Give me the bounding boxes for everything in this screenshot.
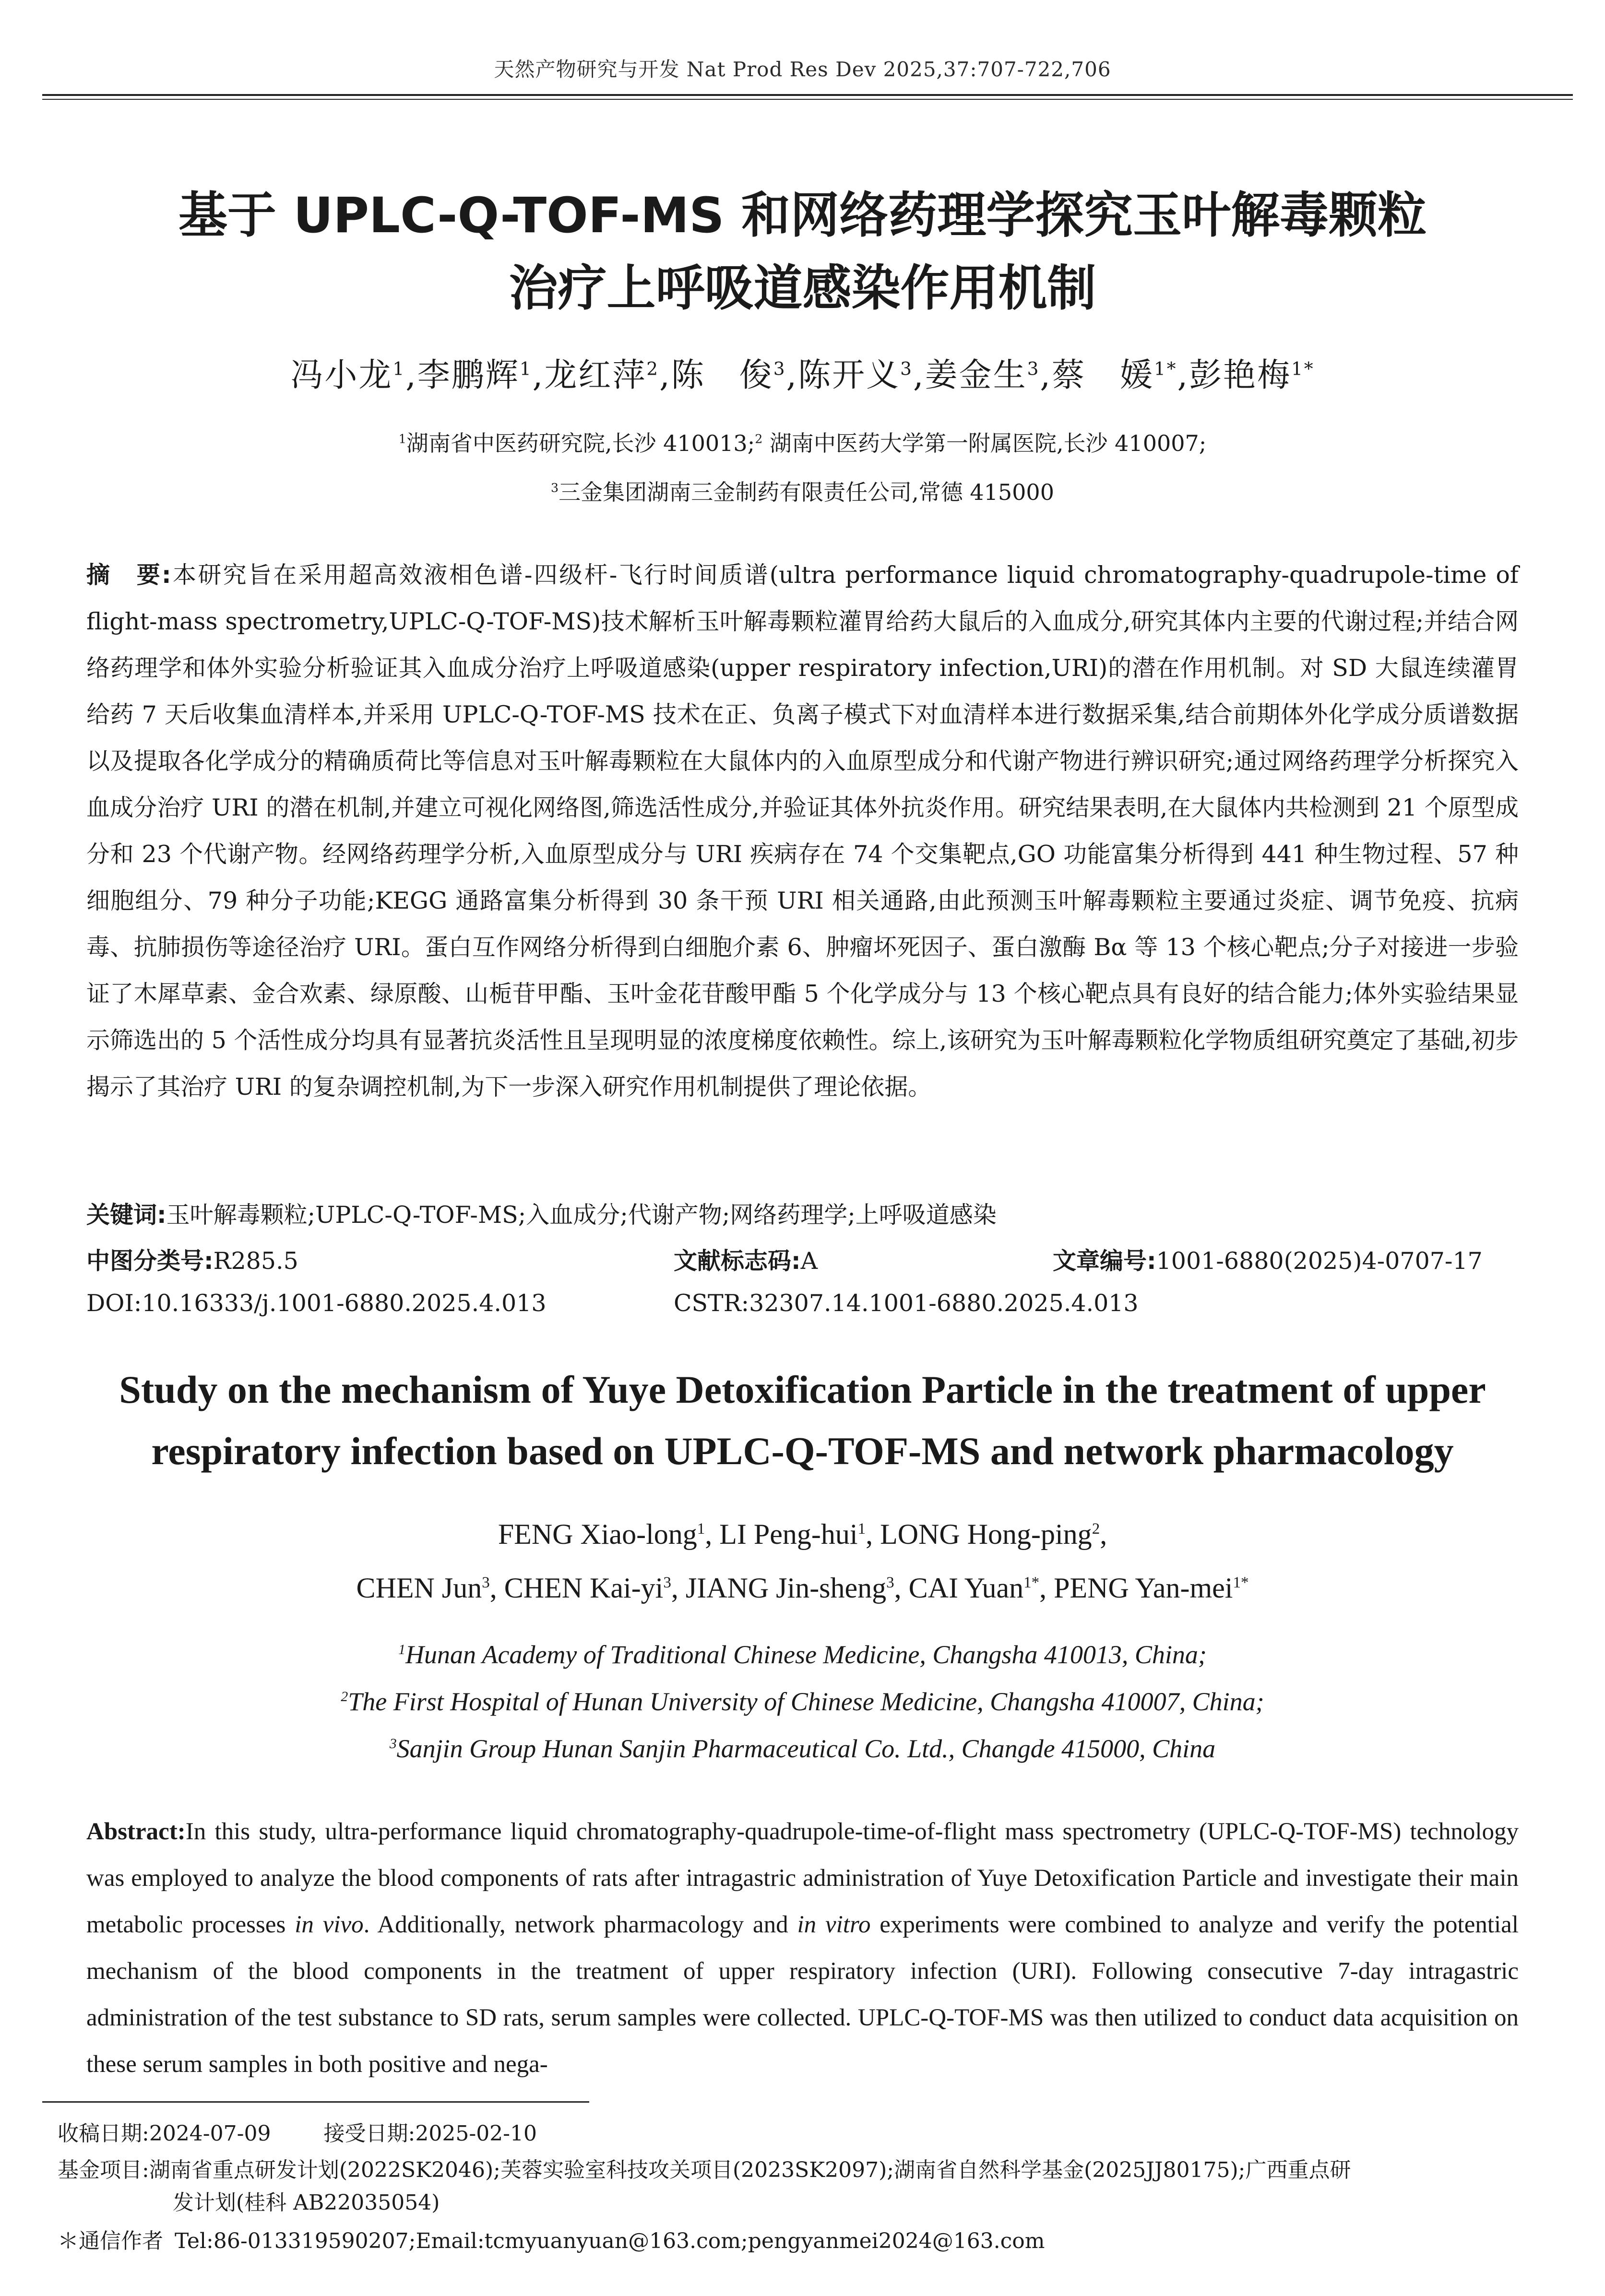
fund-text: 湖南省重点研发计划(2022SK2046);芙蓉实验室科技攻关项目(2023SK2097);湖南省自然科学基金(2025JJ80175);广西重点研 [149,2158,1351,2182]
cn-author-name: 蔡 媛 [1052,356,1154,394]
en-abstract-text: In this study, ultra-performance liquid chromatography-quadrupole-time-of-flight mass spectrometry (UPLC-Q-TOF-MS) technology was employed to analyze the blood components of rats after intragastric administration of Yuye Detoxification Particle and investigate their main metabolic processes [86,1818,1519,1938]
cn-author-name: 彭艳梅 [1189,356,1292,394]
en-author-line1: FENG Xiao-long$^1$, LI Peng-hui$^1$, LONG Hong-ping$^2$, [498,1518,1107,1550]
en-aff-sup: 1 [398,1642,405,1657]
en-author-sup: 3 [886,1574,894,1591]
en-author-sup: 3 [482,1574,490,1591]
en-author-sup: 1* [1023,1574,1040,1591]
cn-abstract-label: 摘 要: [86,561,171,589]
footnote-rule [42,2101,589,2103]
footnote-fund-cont: 发计划(桂科 AB22035054) [173,2190,440,2215]
en-author-name: LONG Hong-ping [880,1518,1092,1550]
en-abstract-text: . Additionally, network pharmacology and [363,1911,797,1938]
cn-affiliation-line1 [0,426,1605,458]
cn-author-sup: 1* [1154,358,1177,379]
cn-keywords-text: 玉叶解毒颗粒;UPLC-Q-TOF-MS;入血成分;代谢产物;网络药理学;上呼吸道感染 [166,1201,997,1229]
en-author-name: CHEN Jun [356,1572,482,1604]
cn-clc [86,1243,298,1276]
cn-aff-sup: 3 [551,481,559,495]
cn-articleno-value: 1001-6880(2025)4-0707-17 [1156,1247,1483,1275]
fund-label: 基金项目: [58,2158,149,2182]
cn-author-sup: 1 [519,358,533,379]
en-author-line2 [0,1572,1605,1605]
cn-author-sup: 3 [900,358,913,379]
en-author-name: JIANG Jin-sheng [685,1572,887,1604]
en-abstract-italic: in vivo [295,1911,364,1938]
cn-author-name: 陈开义 [798,356,901,394]
cn-author-name: 李鹏辉 [417,356,520,394]
cn-aff-sup: 2 [755,432,763,446]
cn-author-separator: , [532,356,545,394]
en-aff-sup: 2 [341,1689,348,1704]
en-author-sup: 1* [1233,1574,1249,1591]
cn-cstr: CSTR:32307.14.1001-6880.2025.4.013 [674,1290,1139,1317]
en-author-separator: , [489,1572,504,1604]
en-abstract [86,1809,1519,2088]
cn-author-sup: 1 [392,358,406,379]
cn-aff-sup: 1 [398,432,406,446]
en-title-line1: Study on the mechanism of Yuye Detoxification Particle in the treatment of upper [119,1368,1486,1411]
cn-author-list [0,349,1605,396]
en-author-name: CAI Yuan [908,1572,1024,1604]
footnote-corresponding [58,2226,1045,2257]
cn-aff-text: 三金集团湖南三金制药有限责任公司,常德 415000 [559,479,1054,505]
en-author-name: FENG Xiao-long [498,1518,697,1550]
cn-author-separator: , [659,356,671,394]
en-affiliation-2 [0,1687,1605,1716]
cn-author-sup: 3 [773,358,786,379]
cn-article-no [1053,1243,1483,1276]
en-abstract-italic: in vitro [797,1911,871,1938]
cn-author-sup: 2 [646,358,660,379]
header-rule-thin [42,99,1573,100]
cn-keywords-label: 关键词: [86,1201,166,1229]
cn-author-name: 陈 俊 [671,356,773,394]
en-author-name: PENG Yan-mei [1054,1572,1233,1604]
en-author-sup: 1 [857,1520,866,1538]
accepted-label: 接受日期: [323,2121,416,2146]
cn-clc-label: 中图分类号: [86,1247,214,1275]
cn-abstract-text: 本研究旨在采用超高效液相色谱-四级杆-飞行时间质谱(ultra performance liquid chromatography-quadrupole-time of flight-mass spectrometry,UPLC-Q-TOF-MS)技术解析玉叶解毒颗粒灌胃给药大鼠后的入血成分,研究其体内主要的代谢过程;并结合网络药理学和体外实验分析验证其入血成分治疗上呼吸道感染(upper respiratory infection,URI)的潜在作用机制。对 SD 大鼠连续灌胃给药 7 天后收集血清样本,并采用 UPLC-Q-TOF-MS 技术在正、负离子模式下对血清样本进行数据采集,结合前期体外化学成分质谱数据以及提取各化学成分的精确质荷比等信息对玉叶解毒颗粒在大鼠体内的入血原型成分和代谢产物进行辨识研究;通过网络药理学分析探究入血成分治疗 URI 的潜在机制,并建立可视化网络图,筛选活性成分,并验证其体外抗炎作用。研究结果表明,在大鼠体内共检测到 21 个原型成分和 23 个代谢产物。经网络药理学分析,入血原型成分与 URI 疾病存在 74 个交集靶点,GO 功能富集分析得到 441 种生物过程、57 种细胞组分、79 种分子功能;KEGG 通路富集分析得到 30 条干预 URI 相关通路,由此预测玉叶解毒颗粒主要通过炎症、调节免疫、抗病毒、抗肺损伤等途径治疗 URI。蛋白互作网络分析得到白细胞介素 6、肿瘤坏死因子、蛋白激酶 Bα 等 13 个核心靶点;分子对接进一步验证了木犀草素、金合欢素、绿原酸、山栀苷甲酯、玉叶金花苷酸甲酯 5 个化学成分与 13 个核心靶点具有良好的结合能力;体外实验结果显示筛选出的 5 个活性成分均具有显著抗炎活性且呈现明显的浓度梯度依赖性。综上,该研究为玉叶解毒颗粒化学物质组研究奠定了基础,初步揭示了其治疗 URI 的复杂调控机制,为下一步深入研究作用机制提供了理论依据。 [86,561,1519,1101]
en-author-separator: , [1039,1572,1054,1604]
cn-title-line2: 治疗上呼吸道感染作用机制 [509,260,1096,317]
en-author-separator: , [705,1518,720,1550]
en-author-separator: , [866,1518,880,1550]
cn-author-separator: , [405,356,417,394]
en-author-name: LI Peng-hui [719,1518,858,1550]
cn-doi: DOI:10.16333/j.1001-6880.2025.4.013 [86,1290,547,1317]
en-aff-text: The First Hospital of Hunan University of Chinese Medicine, Changsha 410007, China; [348,1687,1264,1716]
en-affiliation-3 [0,1734,1605,1763]
en-aff-text: Sanjin Group Hunan Sanjin Pharmaceutical Co. Ltd., Changde 415000, China [396,1734,1216,1763]
received-label: 收稿日期: [58,2121,149,2146]
cn-doccode-value: A [800,1247,818,1275]
corr-label: ＊通信作者 [58,2229,163,2253]
en-abstract-label: Abstract: [86,1818,186,1845]
footnote-dates [58,2118,537,2149]
en-aff-sup: 3 [389,1736,397,1752]
en-author-name: CHEN Kai-yi [504,1572,664,1604]
cn-abstract [86,552,1519,1110]
en-author-sup: 1 [697,1520,705,1538]
cn-author-separator: , [913,356,925,394]
cn-clc-value: R285.5 [213,1247,298,1275]
cn-author-separator: , [786,356,798,394]
en-affiliation-1 [0,1640,1605,1669]
cn-author-sup: 3 [1027,358,1040,379]
cn-articleno-label: 文章编号: [1053,1247,1156,1275]
cn-aff-text: 湖南省中医药研究院,长沙 410013; [406,430,755,456]
cn-author-separator: , [1177,356,1189,394]
en-author-separator: , [894,1572,909,1604]
cn-doccode-label: 文献标志码: [674,1247,801,1275]
header-rule-thick [42,94,1573,96]
corr-text: Tel:86-013319590207;Email:tcmyuanyuan@163.com;pengyanmei2024@163.com [175,2229,1045,2253]
cn-author-sup: 1* [1291,358,1315,379]
footnote-fund [58,2155,1351,2186]
en-aff-text: Hunan Academy of Traditional Chinese Medicine, Changsha 410013, China; [405,1640,1207,1669]
accepted-value: 2025-02-10 [415,2121,537,2146]
en-author-sup: 3 [663,1574,671,1591]
cn-affiliation-line2 [0,475,1605,507]
cn-author-name: 龙红萍 [544,356,647,394]
cn-doc-code [674,1243,818,1276]
en-title-line2: respiratory infection based on UPLC-Q-TOF-MS and network pharmacology [151,1429,1454,1473]
cn-keywords [86,1192,1519,1238]
received-value: 2024-07-09 [149,2121,271,2146]
cn-title-line1: 基于 UPLC-Q-TOF-MS 和网络药理学探究玉叶解毒颗粒 [178,187,1427,244]
en-author-separator: , [671,1572,686,1604]
cn-author-name: 冯小龙 [290,356,393,394]
cn-author-separator: , [1040,356,1052,394]
en-abstract-text: experiments were combined to analyze and verify the potential mechanism of the blood components in the treatment of upper respiratory infection (URI). Following consecutive 7-day intragastric administration of the test substance to SD rats, serum samples were collected. UPLC-Q-TOF-MS was then utilized to conduct data acquisition on these serum samples in both positive and nega- [86,1911,1519,2078]
cn-author-name: 姜金生 [925,356,1027,394]
en-author-sup: 2 [1092,1520,1100,1538]
cn-aff-text: 湖南中医药大学第一附属医院,长沙 410007; [762,430,1207,456]
journal-header: 天然产物研究与开发 Nat Prod Res Dev 2025,37:707-722,706 [494,58,1111,81]
